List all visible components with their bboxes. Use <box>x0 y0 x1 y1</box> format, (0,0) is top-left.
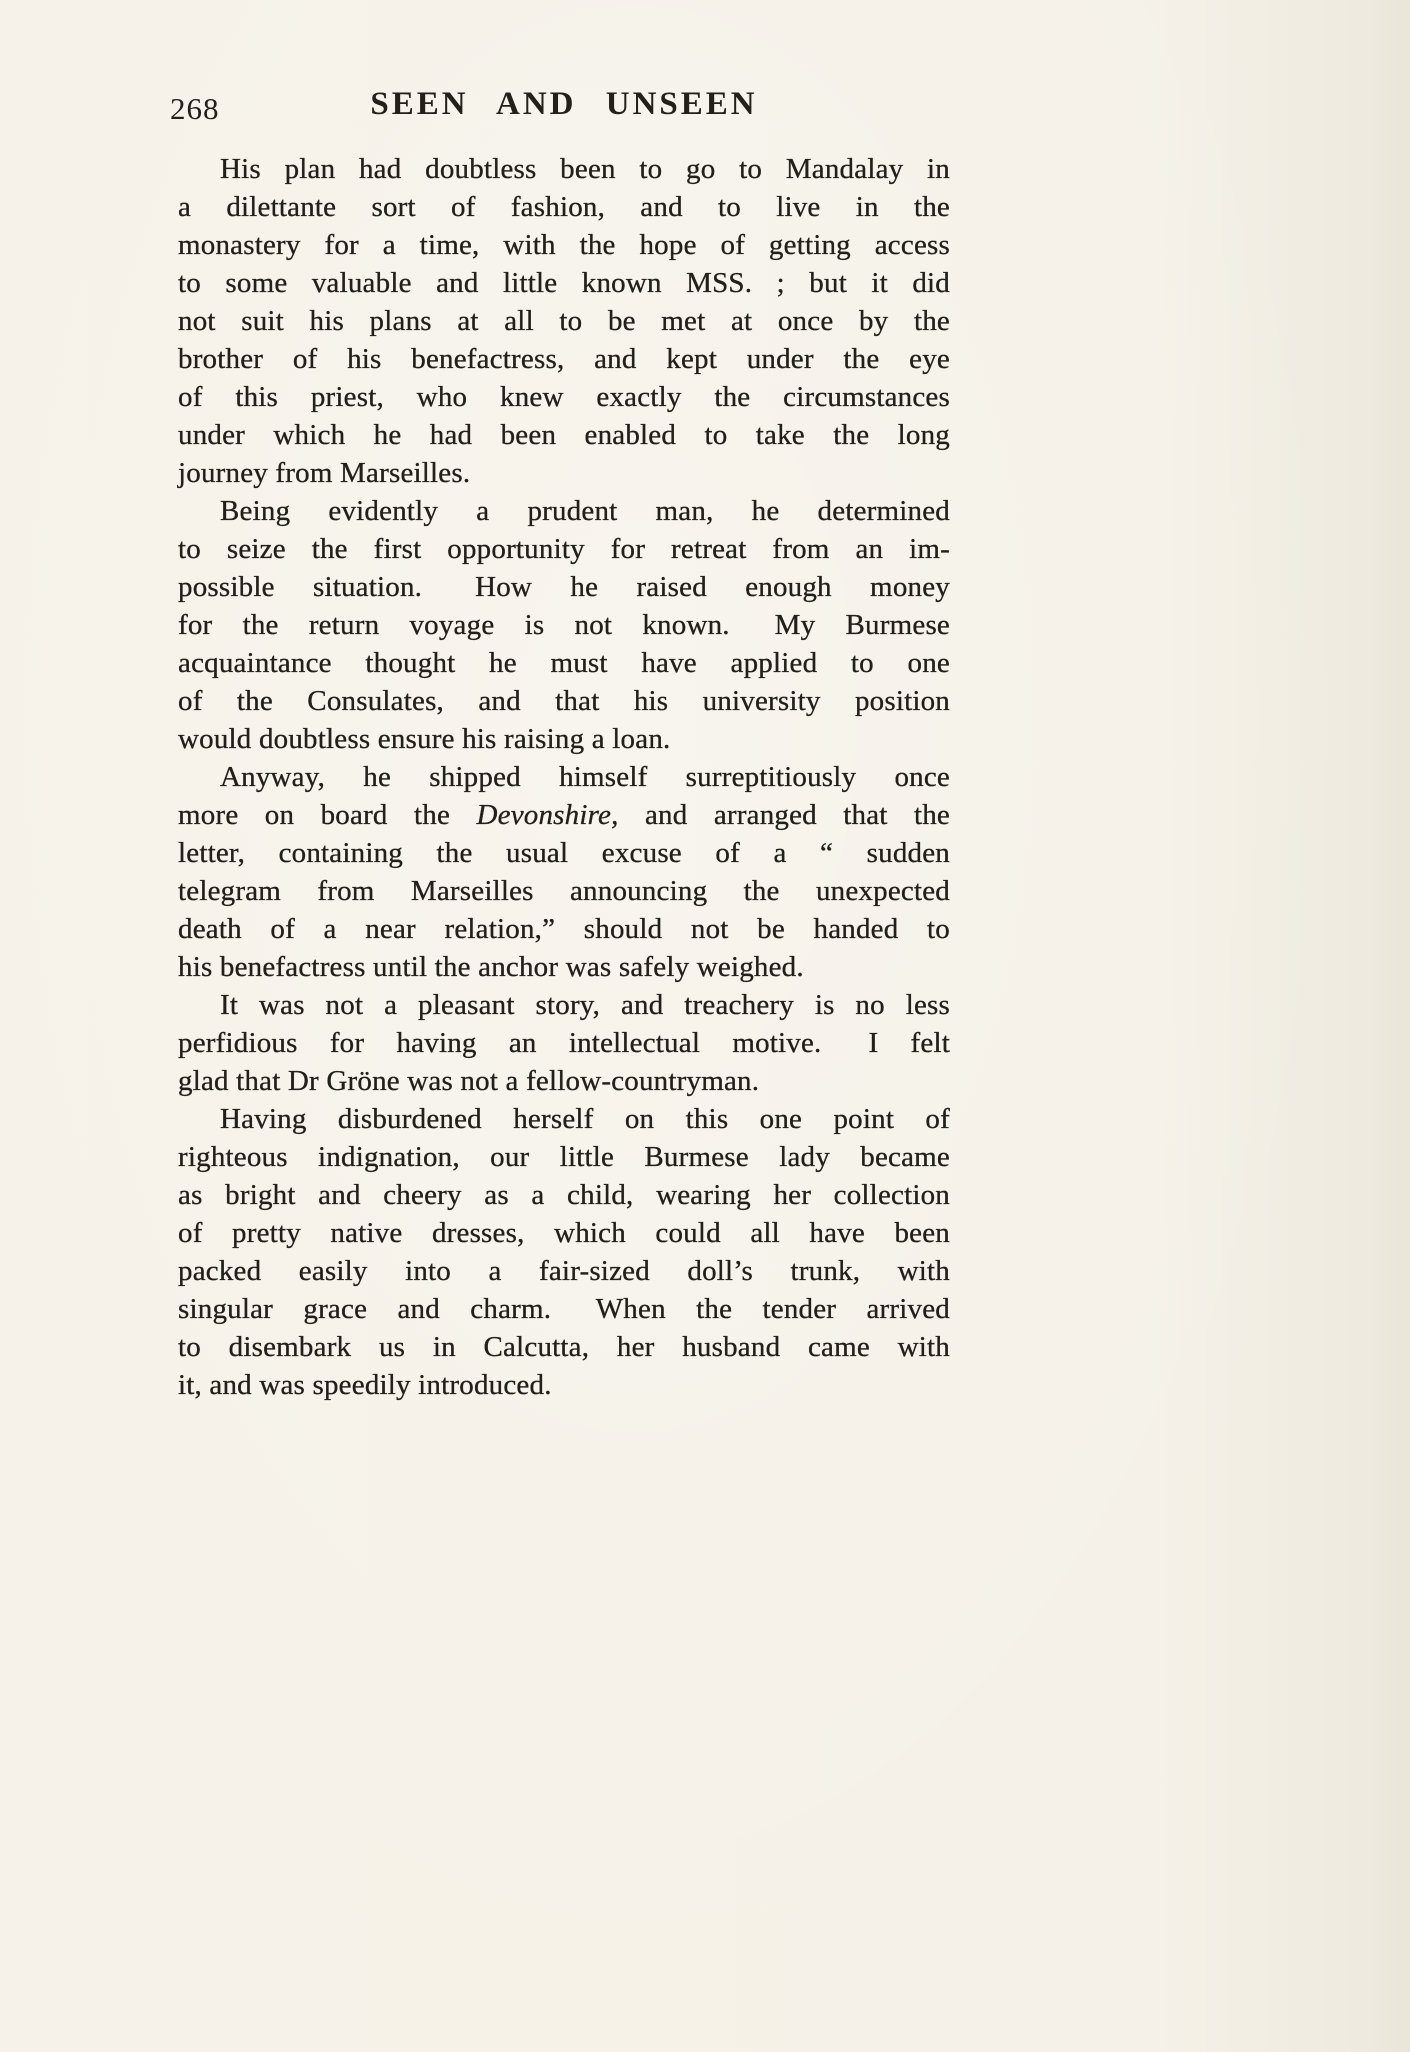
text-line <box>178 796 950 834</box>
text-segment: to seize the first opportunity for retreat from an im- <box>178 533 950 565</box>
text-line <box>178 454 950 492</box>
text-segment-italic: Devonshire, <box>476 799 619 831</box>
paragraph <box>178 1100 950 1404</box>
text-segment: packed easily into a fair-sized doll’s trunk, with <box>178 1255 950 1287</box>
text-segment: Having disburdened herself on this one point of <box>220 1103 950 1135</box>
text-segment: not suit his plans at all to be met at once by the <box>178 305 950 337</box>
text-segment: a dilettante sort of fashion, and to live in the <box>178 191 950 223</box>
page-number: 268 <box>170 91 220 126</box>
text-segment: and arranged that the <box>618 799 950 831</box>
text-line <box>178 492 950 530</box>
text-line <box>178 1138 950 1176</box>
text-line <box>178 606 950 644</box>
text-segment: under which he had been enabled to take the long <box>178 419 950 451</box>
text-line <box>178 1176 950 1214</box>
page-header <box>170 84 950 140</box>
text-segment: brother of his benefactress, and kept under the eye <box>178 343 950 375</box>
text-line <box>178 834 950 872</box>
text-line <box>178 758 950 796</box>
text-segment: possible situation. How he raised enough money <box>178 571 950 603</box>
text-line <box>178 1100 950 1138</box>
text-segment: it, and was speedily introduced. <box>178 1369 552 1401</box>
text-segment: acquaintance thought he must have applied to one <box>178 647 950 679</box>
text-line <box>178 1328 950 1366</box>
text-segment: for the return voyage is not known. My Burmese <box>178 609 950 641</box>
text-line <box>178 986 950 1024</box>
text-line <box>178 378 950 416</box>
text-line <box>178 416 950 454</box>
text-line <box>178 150 950 188</box>
text-line <box>178 1214 950 1252</box>
text-line <box>178 720 950 758</box>
paragraph <box>178 150 950 492</box>
text-segment: journey from Marseilles. <box>178 457 471 489</box>
text-line <box>178 1024 950 1062</box>
text-line <box>178 340 950 378</box>
text-segment: would doubtless ensure his raising a loan. <box>178 723 671 755</box>
text-line <box>178 568 950 606</box>
text-segment: of this priest, who knew exactly the circumstances <box>178 381 950 413</box>
text-column <box>170 84 950 1404</box>
text-segment: of the Consulates, and that his university position <box>178 685 950 717</box>
text-segment: letter, containing the usual excuse of a “ sudden <box>178 837 950 869</box>
text-segment: death of a near relation,” should not be handed to <box>178 913 950 945</box>
text-line <box>178 302 950 340</box>
text-segment: perfidious for having an intellectual motive. I felt <box>178 1027 950 1059</box>
text-segment: of pretty native dresses, which could all have been <box>178 1217 950 1249</box>
running-title: SEEN AND UNSEEN <box>370 86 758 122</box>
paragraph <box>178 758 950 986</box>
paragraph <box>178 986 950 1100</box>
text-segment: Anyway, he shipped himself surreptitiously once <box>220 761 950 793</box>
text-segment: more on board the <box>178 799 477 831</box>
text-segment: to some valuable and little known MSS. ; but it did <box>178 267 950 299</box>
text-line <box>178 188 950 226</box>
text-segment: glad that Dr Gröne was not a fellow-countryman. <box>178 1065 760 1097</box>
text-line <box>178 264 950 302</box>
text-line <box>178 910 950 948</box>
body-text <box>178 150 950 1404</box>
text-segment: His plan had doubtless been to go to Mandalay in <box>220 153 950 185</box>
text-line <box>178 682 950 720</box>
paragraph <box>178 492 950 758</box>
text-line <box>178 1062 950 1100</box>
text-line <box>178 1366 950 1404</box>
text-segment: It was not a pleasant story, and treachery is no less <box>220 989 950 1021</box>
text-segment: righteous indignation, our little Burmese lady became <box>178 1141 950 1173</box>
text-segment: monastery for a time, with the hope of getting access <box>178 229 950 261</box>
text-line <box>178 530 950 568</box>
text-line <box>178 948 950 986</box>
text-segment: as bright and cheery as a child, wearing her collection <box>178 1179 950 1211</box>
text-segment: to disembark us in Calcutta, her husband came with <box>178 1331 950 1363</box>
text-segment: Being evidently a prudent man, he determined <box>220 495 950 527</box>
text-segment: telegram from Marseilles announcing the unexpected <box>178 875 950 907</box>
text-segment: singular grace and charm. When the tender arrived <box>178 1293 950 1325</box>
text-line <box>178 644 950 682</box>
text-line <box>178 1252 950 1290</box>
text-line <box>178 1290 950 1328</box>
text-line <box>178 226 950 264</box>
text-line <box>178 872 950 910</box>
text-segment: his benefactress until the anchor was safely weighed. <box>178 951 804 983</box>
